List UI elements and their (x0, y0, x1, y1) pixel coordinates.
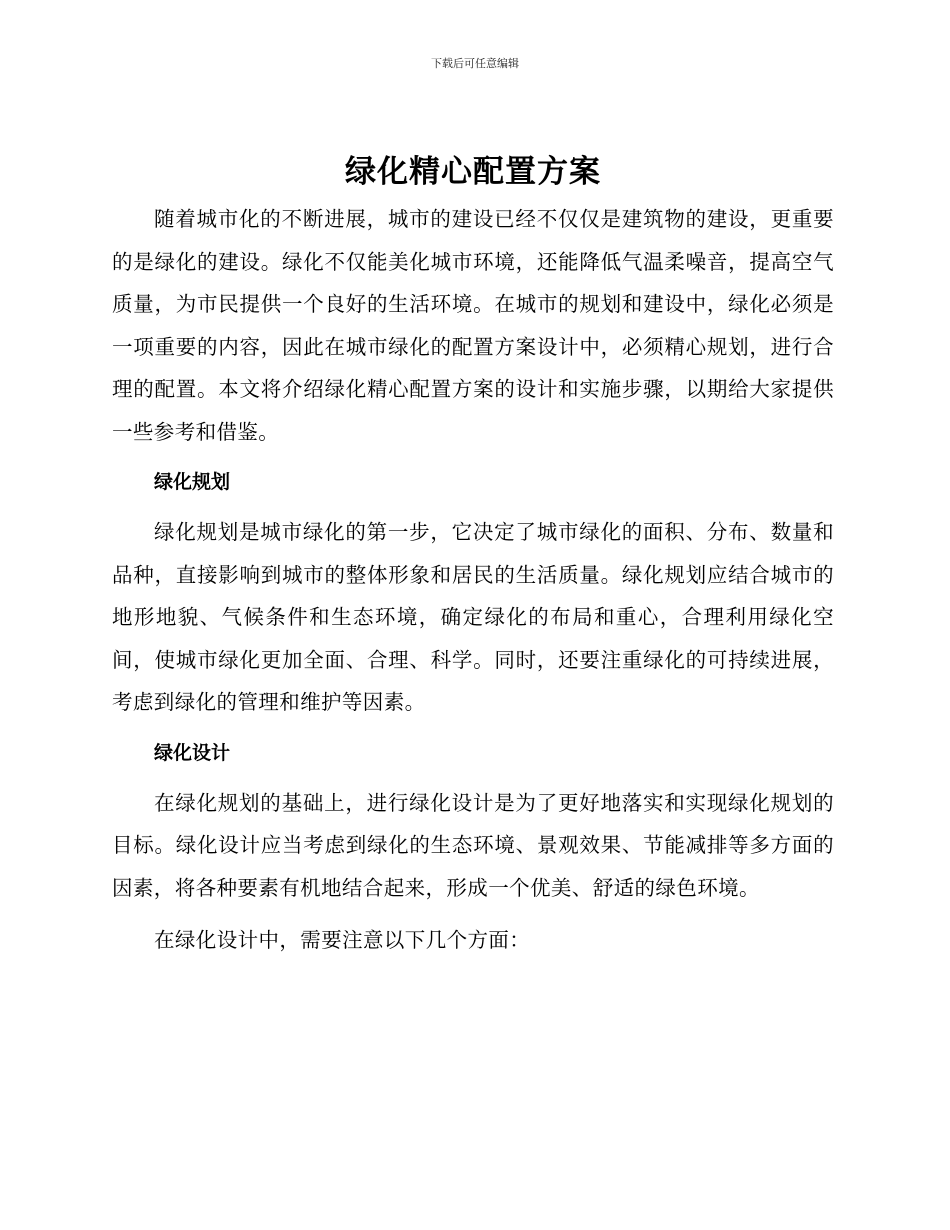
planning-paragraph: 绿化规划是城市绿化的第一步，它决定了城市绿化的面积、分布、数量和品种，直接影响到城市的整体形象和居民的生活质量。绿化规划应结合城市的地形地貌、气候条件和生态环境，确定绿化的布局和重心，合理利用绿化空间，使城市绿化更加全面、合理、科学。同时，还要注重绿化的可持续进展，考虑到绿化的管理和维护等因素。 (112, 520, 834, 714)
section-heading-design: 绿化设计 (154, 741, 231, 764)
document-title: 绿化精心配置方案 (345, 154, 601, 190)
intro-paragraph: 随着城市化的不断进展，城市的建设已经不仅仅是建筑物的建设，更重要的是绿化的建设。绿化不仅能美化城市环境，还能降低气温柔噪音，提高空气质量，为市民提供一个良好的生活环境。在城市的规划和建设中，绿化必须是一项重要的内容，因此在城市绿化的配置方案设计中，必须精心规划，进行合理的配置。本文将介绍绿化精心配置方案的设计和实施步骤，以期给大家提供一些参考和借鉴。 (112, 207, 834, 444)
design-paragraph: 在绿化规划的基础上，进行绿化设计是为了更好地落实和实现绿化规划的目标。绿化设计应当考虑到绿化的生态环境、景观效果、节能减排等多方面的因素，将各种要素有机地结合起来，形成一个优美、舒适的绿色环境。 (112, 790, 834, 900)
paragraph-gap (112, 909, 834, 919)
section-heading-planning: 绿化规划 (154, 471, 231, 493)
document-body (112, 146, 834, 962)
page-header-note: 下载后可任意编辑 (431, 57, 519, 70)
design-notes-intro: 在绿化设计中，需要注意以下几个方面： (154, 928, 531, 952)
